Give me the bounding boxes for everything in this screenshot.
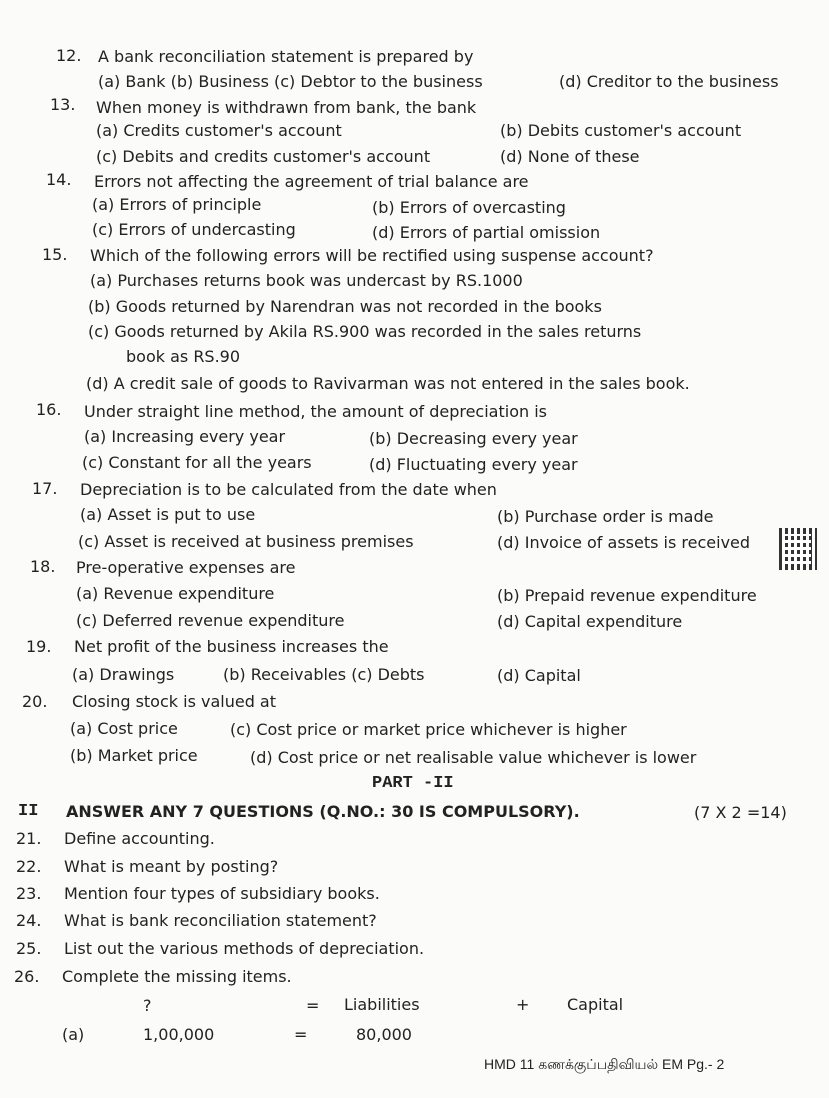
table-header-cell: Liabilities: [344, 995, 420, 1014]
table-cell: =: [294, 1025, 308, 1044]
question-number: 15.: [42, 245, 68, 264]
option-line: book as RS.90: [126, 347, 241, 366]
option-line: (c) Deferred revenue expenditure: [76, 611, 345, 630]
question-text: Complete the missing items.: [62, 967, 292, 986]
table-cell: 1,00,000: [143, 1025, 215, 1044]
question-number: 12.: [56, 46, 82, 65]
question-number: 19.: [26, 637, 52, 656]
option-line: (c) Errors of undercasting: [92, 220, 296, 239]
question-text: Pre-operative expenses are: [76, 558, 296, 577]
question-text: Closing stock is valued at: [72, 692, 277, 711]
question-text: Errors not affecting the agreement of trial balance are: [94, 172, 529, 191]
option-line: (b) Prepaid revenue expenditure: [497, 586, 757, 605]
option-line: (d) Capital: [497, 666, 581, 685]
option-line: (a) Errors of principle: [92, 195, 262, 214]
question-text: What is meant by posting?: [64, 857, 279, 876]
option-line: (d) Errors of partial omission: [372, 223, 601, 242]
table-row-label: (a): [62, 1025, 85, 1044]
question-number: 25.: [16, 939, 42, 958]
table-cell: 80,000: [356, 1025, 412, 1044]
qr-code-icon: [779, 528, 817, 570]
option-line: (d) Invoice of assets is received: [497, 533, 751, 552]
part-instruction: ANSWER ANY 7 QUESTIONS (Q.NO.: 30 IS COMPULSORY).: [66, 802, 580, 821]
question-text: Mention four types of subsidiary books.: [64, 884, 380, 903]
option-line: (c) Goods returned by Akila RS.900 was recorded in the sales returns: [88, 322, 642, 341]
option-line: (b) Goods returned by Narendran was not recorded in the books: [88, 297, 602, 316]
question-text: Under straight line method, the amount of depreciation is: [84, 402, 547, 421]
option-line: (a) Cost price: [70, 719, 178, 738]
option-line: (b) Receivables (c) Debts: [223, 665, 425, 684]
option-line: (b) Decreasing every year: [369, 429, 578, 448]
question-number: 23.: [16, 884, 42, 903]
option-line: (a) Increasing every year: [84, 427, 286, 446]
option-line: (b) Purchase order is made: [497, 507, 714, 526]
option-line: (c) Constant for all the years: [82, 453, 312, 472]
question-number: 26.: [14, 967, 40, 986]
option-line: (b) Errors of overcasting: [372, 198, 566, 217]
question-text: Which of the following errors will be rectified using suspense account?: [90, 246, 654, 265]
option-line: (c) Cost price or market price whichever is higher: [230, 720, 627, 739]
question-number: 18.: [30, 557, 56, 576]
question-text: Define accounting.: [64, 829, 215, 848]
question-number: 14.: [46, 170, 72, 189]
option-line: (b) Debits customer's account: [500, 121, 742, 140]
option-line: (d) Creditor to the business: [559, 72, 779, 91]
table-header-cell: +: [516, 995, 530, 1014]
question-text: Depreciation is to be calculated from the date when: [80, 480, 497, 499]
option-line: (c) Asset is received at business premises: [78, 532, 414, 551]
question-number: 24.: [16, 911, 42, 930]
option-line: (a) Drawings: [72, 665, 175, 684]
table-header-cell: Capital: [567, 995, 624, 1014]
option-line: (d) Capital expenditure: [497, 612, 683, 631]
option-line: (a) Purchases returns book was undercast by RS.1000: [90, 271, 523, 290]
question-number: 22.: [16, 857, 42, 876]
page-footer: HMD 11 கணக்குப்பதிவியல் EM Pg.- 2: [484, 1056, 725, 1072]
question-number: 21.: [16, 829, 42, 848]
question-number: 20.: [22, 692, 48, 711]
option-line: (a) Bank (b) Business (c) Debtor to the business: [98, 72, 483, 91]
option-line: (a) Credits customer's account: [96, 121, 342, 140]
option-line: (a) Revenue expenditure: [76, 584, 275, 603]
question-text: Net profit of the business increases the: [74, 637, 389, 656]
question-number: 16.: [36, 400, 62, 419]
table-header-cell: ?: [143, 996, 152, 1015]
option-line: (d) None of these: [500, 147, 640, 166]
option-line: (d) Fluctuating every year: [369, 455, 578, 474]
option-line: (b) Market price: [70, 746, 198, 765]
question-text: List out the various methods of depreciation.: [64, 939, 425, 958]
part-title: PART -II: [372, 774, 454, 793]
table-header-cell: =: [306, 996, 320, 1015]
question-text: What is bank reconciliation statement?: [64, 911, 377, 930]
question-number: 13.: [50, 95, 76, 114]
question-text: When money is withdrawn from bank, the bank: [96, 98, 477, 117]
option-line: (c) Debits and credits customer's account: [96, 147, 431, 166]
option-line: (a) Asset is put to use: [80, 505, 256, 524]
option-line: (d) Cost price or net realisable value whichever is lower: [250, 748, 697, 767]
part-marks: (7 X 2 =14): [694, 803, 787, 822]
question-text: A bank reconciliation statement is prepared by: [98, 47, 474, 66]
option-line: (d) A credit sale of goods to Ravivarman was not entered in the sales book.: [86, 374, 690, 393]
part-roman: II: [18, 802, 39, 821]
question-number: 17.: [32, 479, 58, 498]
